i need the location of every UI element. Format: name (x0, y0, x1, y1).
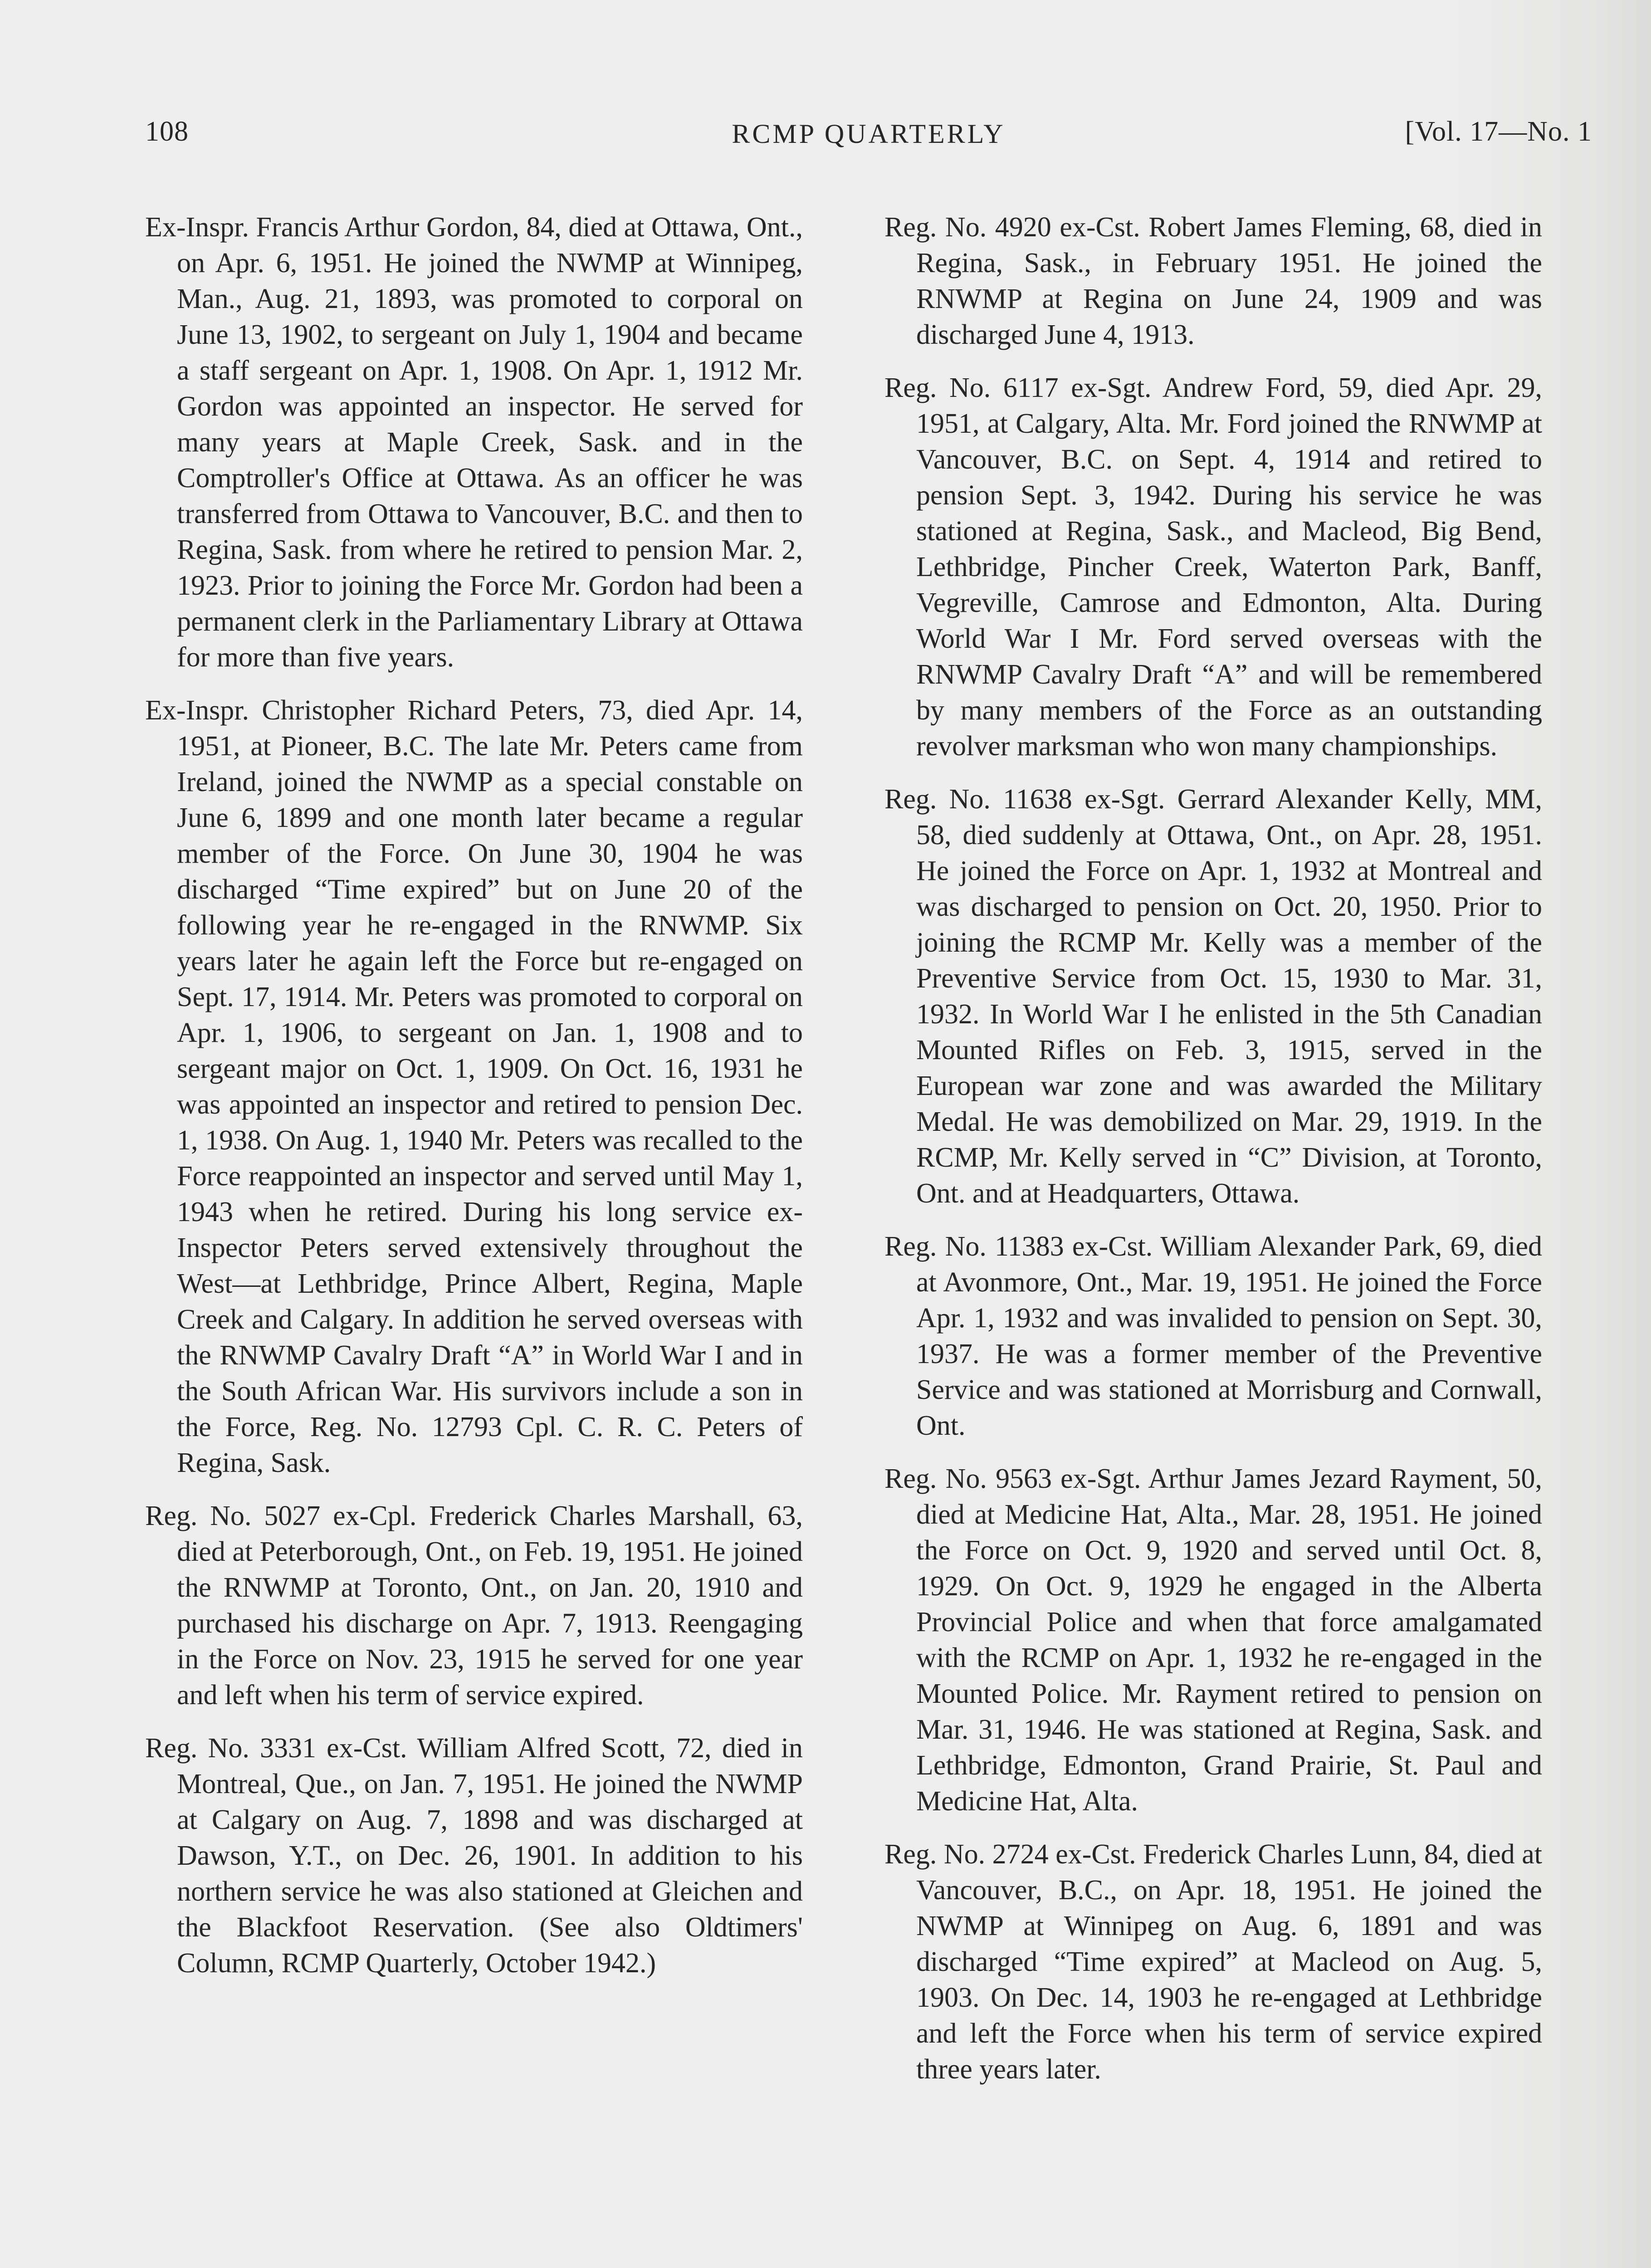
publication-reference: Quarterly, (366, 1948, 479, 1979)
page-number: 108 (145, 116, 189, 147)
obituary-ford: Reg. No. 6117 ex-Sgt. Andrew Ford, 59, died Apr. 29, 1951, at Calgary, Alta. Mr. Ford joined the RNWMP at Vancouver, B.C. on Sept. 4, 1914 and retired to pension Sept. 3, 1942. During his service he was stationed at Regina, Sask., and Macleod, Big Bend, Lethbridge, Pincher Creek, Waterton Park, Banff, Vegreville, Camrose and Edmonton, Alta. During World War I Mr. Ford served overseas with the RNWMP Cavalry Draft “A” and will be remembered by many members of the Force as an outstanding revolver marksman who won many championships. (884, 372, 1542, 762)
right-column (884, 210, 1542, 2105)
obituary-park: Reg. No. 11383 ex-Cst. William Alexander Park, 69, died at Avonmore, Ont., Mar. 19, 1951. He joined the Force Apr. 1, 1932 and was invalided to pension on Sept. 30, 1937. He was a former member of the Preventive Service and was stationed at Morrisburg and Cornwall, Ont. (884, 1231, 1542, 1441)
obituary-gordon: Ex-Inspr. Francis Arthur Gordon, 84, died at Ottawa, Ont., on Apr. 6, 1951. He joined the NWMP at Winnipeg, Man., Aug. 21, 1893, was promoted to corporal on June 13, 1902, to sergeant on July 1, 1904 and became a staff sergeant on Apr. 1, 1908. On Apr. 1, 1912 Mr. Gordon was appointed an inspector. He served for many years at Maple Creek, Sask. and in the Comptroller's Office at Ottawa. As an officer he was transferred from Ottawa to Vancouver, B.C. and then to Regina, Sask. from where he retired to pension Mar. 2, 1923. Prior to joining the Force Mr. Gordon had been a permanent clerk in the Parliamentary Library at Ottawa for more than five years. (145, 212, 803, 673)
obituary-rayment: Reg. No. 9563 ex-Sgt. Arthur James Jezard Rayment, 50, died at Medicine Hat, Alta., Mar. 28, 1951. He joined the Force on Oct. 9, 1920 and served until Oct. 8, 1929. On Oct. 9, 1929 he engaged in the Alberta Provincial Police and when that force amalgamated with the RCMP on Apr. 1, 1932 he re-engaged in the Mounted Police. Mr. Rayment retired to pension on Mar. 31, 1946. He was stationed at Regina, Sask. and Lethbridge, Edmonton, Grand Prairie, St. Paul and Medicine Hat, Alta. (884, 1463, 1542, 1817)
obituary-lunn: Reg. No. 2724 ex-Cst. Frederick Charles Lunn, 84, died at Vancouver, B.C., on Apr. 18, 1951. He joined the NWMP at Winnipeg on Aug. 6, 1891 and was discharged “Time expired” at Macleod on Aug. 5, 1903. On Dec. 14, 1903 he re-engaged at Lethbridge and left the Force when his term of service expired three years later. (884, 1839, 1542, 2085)
obituary-scott-end: October 1942.) (479, 1948, 656, 1979)
obituary-peters: Ex-Inspr. Christopher Richard Peters, 73, died Apr. 14, 1951, at Pioneer, B.C. The late Mr. Peters came from Ireland, joined the NWMP as a special constable on June 6, 1899 and one month later became a regular member of the Force. On June 30, 1904 he was discharged “Time expired” but on June 20 of the following year he re-engaged in the RNWMP. Six years later he again left the Force but re-engaged on Sept. 17, 1914. Mr. Peters was promoted to corporal on Apr. 1, 1906, to sergeant on Jan. 1, 1908 and to sergeant major on Oct. 1, 1909. On Oct. 16, 1931 he was appointed an inspector and retired to pension Dec. 1, 1938. On Aug. 1, 1940 Mr. Peters was recalled to the Force reappointed an inspector and served until May 1, 1943 when he retired. During his long service ex-Inspector Peters served extensively throughout the West—at Lethbridge, Prince Albert, Regina, Maple Creek and Calgary. In addition he served overseas with the RNWMP Cavalry Draft “A” in World War I and in the South African War. His survivors include a son in the Force, Reg. No. 12793 Cpl. C. R. C. Peters of Regina, Sask. (145, 695, 803, 1478)
left-column (145, 210, 803, 1999)
obituary-fleming: Reg. No. 4920 ex-Cst. Robert James Fleming, 68, died in Regina, Sask., in February 1951. He joined the RNWMP at Regina on June 24, 1909 and was discharged June 4, 1913. (884, 212, 1542, 350)
obituary-kelly: Reg. No. 11638 ex-Sgt. Gerrard Alexander Kelly, MM, 58, died suddenly at Ottawa, Ont., on Apr. 28, 1951. He joined the Force on Apr. 1, 1932 at Montreal and was discharged to pension on Oct. 20, 1950. Prior to joining the RCMP Mr. Kelly was a member of the Preventive Service from Oct. 15, 1930 to Mar. 31, 1932. In World War I he enlisted in the 5th Canadian Mounted Rifles on Feb. 3, 1915, served in the European war zone and was awarded the Military Medal. He was demobilized on Mar. 29, 1919. In the RCMP, Mr. Kelly served in “C” Division, at Toronto, Ont. and at Headquarters, Ottawa. (884, 784, 1542, 1209)
obituary-scott (145, 1730, 803, 1981)
running-header (145, 116, 1592, 156)
volume-issue: [Vol. 17—No. 1 (1405, 116, 1592, 147)
publication-title: RCMP QUARTERLY (732, 119, 1006, 149)
obituary-marshall: Reg. No. 5027 ex-Cpl. Frederick Charles Marshall, 63, died at Peterborough, Ont., on Feb. 19, 1951. He joined the RNWMP at Toronto, Ont., on Jan. 20, 1910 and purchased his discharge on Apr. 7, 1913. Reengaging in the Force on Nov. 23, 1915 he served for one year and left when his term of service expired. (145, 1501, 803, 1711)
obituary-scott-text: Reg. No. 3331 ex-Cst. William Alfred Scott, 72, died in Montreal, Que., on Jan. 7, 1951. He joined the NWMP at Calgary on Aug. 7, 1898 and was discharged at Dawson, Y.T., on Dec. 26, 1901. In addition to his northern service he was also stationed at Gleichen and the Blackfoot Reservation. (See also Oldtimers' Column, RCMP (145, 1733, 803, 1979)
